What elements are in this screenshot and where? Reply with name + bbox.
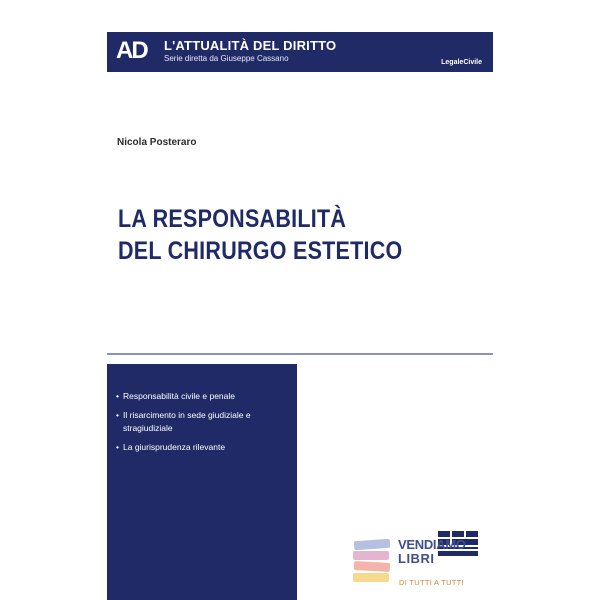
watermark-line-1: VENDIAMO <box>398 537 466 552</box>
series-header-band <box>107 32 493 72</box>
topic-item-label: Responsabilità civile e penale <box>123 391 235 401</box>
topic-item <box>116 409 292 435</box>
series-logo: AD <box>116 37 147 64</box>
watermark-tagline: DI TUTTI A TUTTI <box>399 578 464 587</box>
series-title: L'ATTUALITÀ DEL DIRITTO <box>164 38 337 53</box>
topic-item-label: Il risarcimento in sede giudiziale e stragiudiziale <box>123 410 251 433</box>
topic-item <box>116 441 292 454</box>
book-title-line-2: DEL CHIRURGO ESTETICO <box>118 237 403 265</box>
book-author: Nicola Posteraro <box>117 137 197 148</box>
bullet-icon: • <box>116 410 119 420</box>
book-title <box>118 203 403 267</box>
book-title-line-1: LA RESPONSABILITÀ <box>118 205 347 233</box>
watermark-wordmark <box>398 538 466 566</box>
bullet-icon: • <box>116 442 119 452</box>
topic-item <box>116 390 292 403</box>
watermark-line-2: LIBRI <box>398 551 435 566</box>
topics-panel <box>107 364 297 600</box>
series-imprint: LegaleCivile <box>441 59 482 66</box>
topic-item-label: La giurisprudenza rilevante <box>123 442 226 452</box>
series-subtitle: Serie diretta da Giuseppe Cassano <box>164 54 289 63</box>
bullet-icon: • <box>116 391 119 401</box>
topics-list <box>116 390 292 460</box>
books-stack-icon <box>352 536 392 586</box>
title-divider <box>107 353 493 355</box>
